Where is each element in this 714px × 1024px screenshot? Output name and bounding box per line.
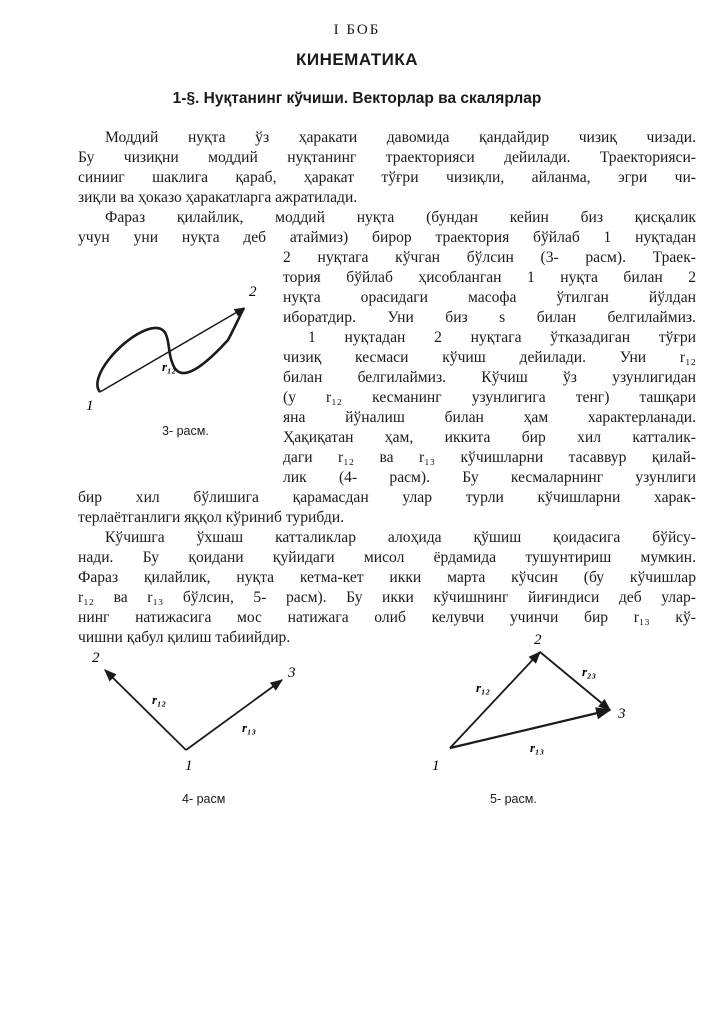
point-2-label: 2 [534, 632, 542, 648]
point-2-label: 2 [249, 284, 257, 300]
text-line: зиқли ва ҳоказо ҳаракатларга ажратилади. [78, 189, 358, 206]
text-line: даги r₁₂ ва r₁₃ кўчишларни тасаввур қилай- [283, 449, 696, 466]
text-line: Ҳақиқатан ҳам, иккита бир хил катталик- [283, 429, 696, 446]
text-line: Бу чизиқни моддий нуқтанинг траекторияси дейилади. Траекторияси- [78, 149, 696, 166]
figure-4-caption: 4- расм [182, 792, 226, 806]
vector-r13 [186, 680, 282, 750]
point-1-label: 1 [432, 758, 440, 774]
text-line: Фараз қилайлик, нуқта кетма-кет икки марта кўчсин (бу кўчишлар [78, 569, 696, 586]
text-line: r₁₂ ва r₁₃ бўлсин, 5- расм). Бу икки кўчишнинг йиғиндиси деб улар- [78, 589, 696, 606]
figure-5-vector-sum [420, 630, 650, 780]
point-1-label: 1 [185, 758, 193, 774]
text-line: синииг шаклига қараб, ҳаракат тўғри чизиқли, айланма, эгри чи- [78, 169, 696, 186]
vector-r13-label: r₁₃ [530, 740, 545, 755]
text-line: иборатдир. Уни биз s билан белгилаймиз. [283, 309, 696, 326]
text-line: бир хил бўлишига қарамасдан улар турли кўчишларни харак- [78, 489, 696, 506]
text-line: нади. Бу қоидани қуйидаги мисол ёрдамида тушунтириш мумкин. [78, 549, 696, 566]
text-line: чишни қабул қилиш табиийдир. [78, 629, 291, 646]
point-3-label: 3 [288, 665, 296, 681]
section-heading: 1-§. Нуқтанинг кўчиши. Векторлар ва скалярлар [172, 90, 542, 107]
chapter-heading: I БОБ [333, 22, 381, 38]
vector-r12-label: r₁₂ [476, 680, 491, 695]
text-line: нуқта орасидаги масофа ўтилган йўлдан [283, 289, 696, 306]
point-1-label: 1 [86, 398, 94, 414]
vector-r12 [105, 670, 186, 750]
text-line: (у r₁₂ кесманинг узунлигига тенг) ташқари [283, 389, 696, 406]
point-2-label: 2 [92, 650, 100, 666]
text-line: яна йўналиш билан ҳам характерланади. [283, 409, 696, 426]
text-line: терлаётганлиги яққол кўриниб турибди. [78, 509, 345, 526]
text-line: 2 нуқтага кўчган бўлсин (3- расм). Траек- [283, 249, 696, 266]
text-line: учун уни нуқта деб атаймиз) бирор траектория бўйлаб 1 нуқтадан [78, 229, 696, 246]
text-line: нинг натижасига мос натижага олиб келувчи учинчи бир r₁₃ кў- [78, 609, 696, 626]
text-line: тория бўйлаб ҳисобланган 1 нуқта билан 2 [283, 269, 696, 286]
vector-r12-label: r₁₂ [162, 359, 177, 374]
vector-r13-label: r₁₃ [242, 720, 257, 735]
displacement-vector [100, 308, 244, 392]
text-line: Моддий нуқта ўз ҳаракати давомида қандайдир чизиқ чизади. [105, 129, 696, 146]
figure-3-caption: 3- расм. [162, 424, 209, 438]
vector-r12-label: r₁₂ [152, 692, 167, 707]
figure-3-trajectory [78, 270, 278, 420]
point-3-label: 3 [618, 706, 626, 722]
text-line: билан белгилаймиз. Кўчиш ўз узунлигидан [283, 369, 696, 386]
text-line: 1 нуқтадан 2 нуқтага ўтказадиган тўғри [308, 329, 696, 346]
figure-4-displacements [80, 640, 320, 780]
page-title: КИНЕМАТИКА [295, 50, 419, 69]
figure-5-caption: 5- расм. [490, 792, 537, 806]
vector-r23 [540, 652, 610, 710]
text-line: Фараз қилайлик, моддий нуқта (бундан кейин биз қисқалик [105, 209, 696, 226]
text-line: Кўчишга ўхшаш катталиклар алоҳида қўшиш қоидасига бўйсу- [105, 529, 696, 546]
text-line: чизиқ кесмаси кўчиш дейилади. Уни r₁₂ [283, 349, 696, 366]
vector-r23-label: r₂₃ [582, 664, 597, 679]
text-line: лик (4- расм). Бу кесмаларнинг узунлиги [283, 469, 696, 486]
vector-r12 [450, 652, 540, 748]
